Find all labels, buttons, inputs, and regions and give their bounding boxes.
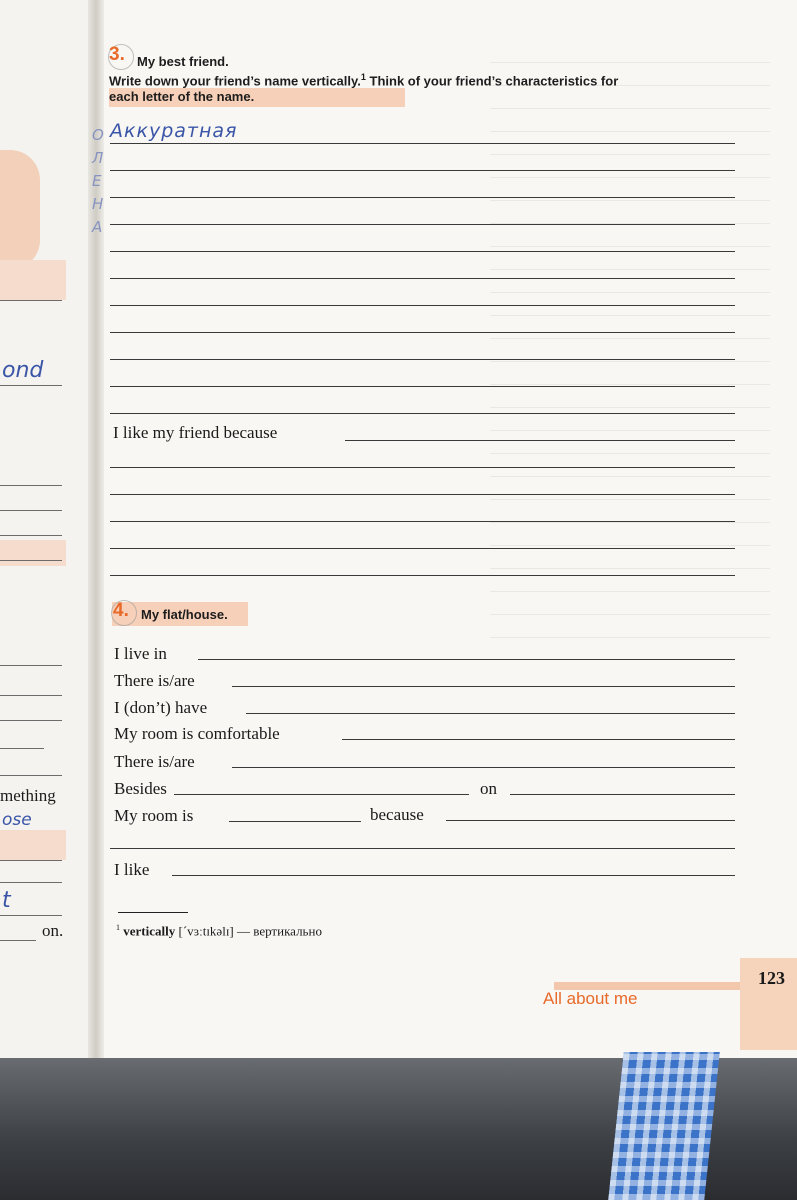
- write-line: [232, 686, 735, 687]
- instruction-text: Think of your friend’s characteristics for: [365, 73, 619, 89]
- handwritten-answer: Аккуратная: [110, 120, 238, 142]
- footnote: [116, 923, 322, 939]
- write-line: [232, 767, 735, 768]
- exercise-3-instruction-line1: [109, 69, 618, 89]
- left-page-orange-band: [0, 260, 66, 300]
- exercise-4-number: 4.: [113, 600, 129, 621]
- left-text-fragment: on.: [42, 921, 64, 940]
- prompt-dont-have: I (don’t) have: [114, 698, 208, 717]
- left-write-line: [0, 665, 62, 666]
- write-line: [446, 820, 735, 821]
- left-write-line: [0, 385, 62, 386]
- left-write-line: [0, 940, 36, 941]
- left-text-fragment: mething: [0, 786, 56, 805]
- left-handwriting: t: [2, 888, 11, 913]
- exercise-3-number: 3.: [109, 44, 125, 65]
- left-write-line: [0, 535, 62, 536]
- exercise-3-title: My best friend.: [137, 54, 229, 69]
- prompt-because: because: [370, 805, 424, 824]
- write-line: [198, 659, 735, 660]
- write-line: [174, 794, 469, 795]
- left-write-line: [0, 748, 44, 749]
- prompt-there-is-are: There is/are: [114, 671, 195, 690]
- prompt-room-comfortable: My room is comfortable: [114, 724, 280, 743]
- left-write-line: [0, 915, 62, 916]
- left-write-line: [0, 560, 62, 561]
- name-letter: Л: [92, 149, 104, 167]
- instruction-text: each letter of the name.: [109, 89, 255, 104]
- name-letter: Е: [92, 172, 102, 190]
- write-line: [172, 875, 735, 876]
- left-write-line: [0, 510, 62, 511]
- write-line: [110, 251, 735, 252]
- footnote-mark: 1: [360, 72, 366, 82]
- prompt-live-in: I live in: [114, 644, 167, 663]
- left-write-line: [0, 485, 62, 486]
- write-line: [110, 224, 735, 225]
- left-handwriting: ose: [2, 810, 32, 830]
- prompt-my-room-is: My room is: [114, 806, 194, 825]
- name-letter: Н: [92, 195, 104, 213]
- vertical-name: [92, 124, 106, 239]
- left-write-line: [0, 775, 62, 776]
- footnote-translation: — вертикально: [237, 923, 322, 939]
- footnote-transcription: [ˊvɜːtɪkəlɪ]: [178, 923, 234, 939]
- write-line: [510, 794, 735, 795]
- left-write-line: [0, 860, 62, 861]
- write-line: [110, 170, 735, 171]
- prompt-on: on: [480, 779, 497, 798]
- write-line: [110, 494, 735, 495]
- write-line: [110, 413, 735, 414]
- left-write-line: [0, 695, 62, 696]
- write-line: [110, 305, 735, 306]
- prompt-i-like: I like: [114, 860, 150, 879]
- write-line: [246, 713, 735, 714]
- bookmark-ribbon: [608, 1052, 720, 1200]
- left-page-orange-band: [0, 830, 66, 860]
- exercise-4-title: My flat/house.: [141, 607, 228, 622]
- name-letter: О: [92, 126, 104, 144]
- write-line: [110, 521, 735, 522]
- write-line: [342, 739, 735, 740]
- page-number: 123: [758, 968, 785, 988]
- write-line: [110, 359, 735, 360]
- write-line: [110, 467, 735, 468]
- left-write-line: [0, 300, 62, 301]
- name-letter: А: [92, 218, 103, 236]
- left-handwriting: ond: [2, 358, 44, 383]
- write-line: [110, 197, 735, 198]
- left-page-illustration: [0, 150, 40, 270]
- left-page-orange-band: [0, 540, 66, 566]
- left-write-line: [0, 882, 62, 883]
- write-line: [110, 386, 735, 387]
- write-line: [110, 848, 735, 849]
- footnote-word: vertically: [123, 923, 176, 939]
- instruction-text: Write down your friend’s name vertically.: [109, 73, 361, 89]
- exercise-3-instruction-line2: [109, 88, 405, 107]
- because-prompt: I like my friend because: [113, 423, 278, 442]
- write-line: [110, 278, 735, 279]
- show-through-ghost: [490, 40, 770, 640]
- footnote-mark: 1: [116, 923, 120, 932]
- write-line: [110, 143, 735, 144]
- write-line: [110, 332, 735, 333]
- left-write-line: [0, 720, 62, 721]
- write-line: [110, 548, 735, 549]
- footnote-rule: [118, 912, 188, 913]
- prompt-there-is-are-2: There is/are: [114, 752, 195, 771]
- write-line: [110, 575, 735, 576]
- section-title: All about me: [543, 989, 638, 1008]
- prompt-besides: Besides: [114, 779, 167, 798]
- write-line: [345, 440, 735, 441]
- write-line: [229, 821, 361, 822]
